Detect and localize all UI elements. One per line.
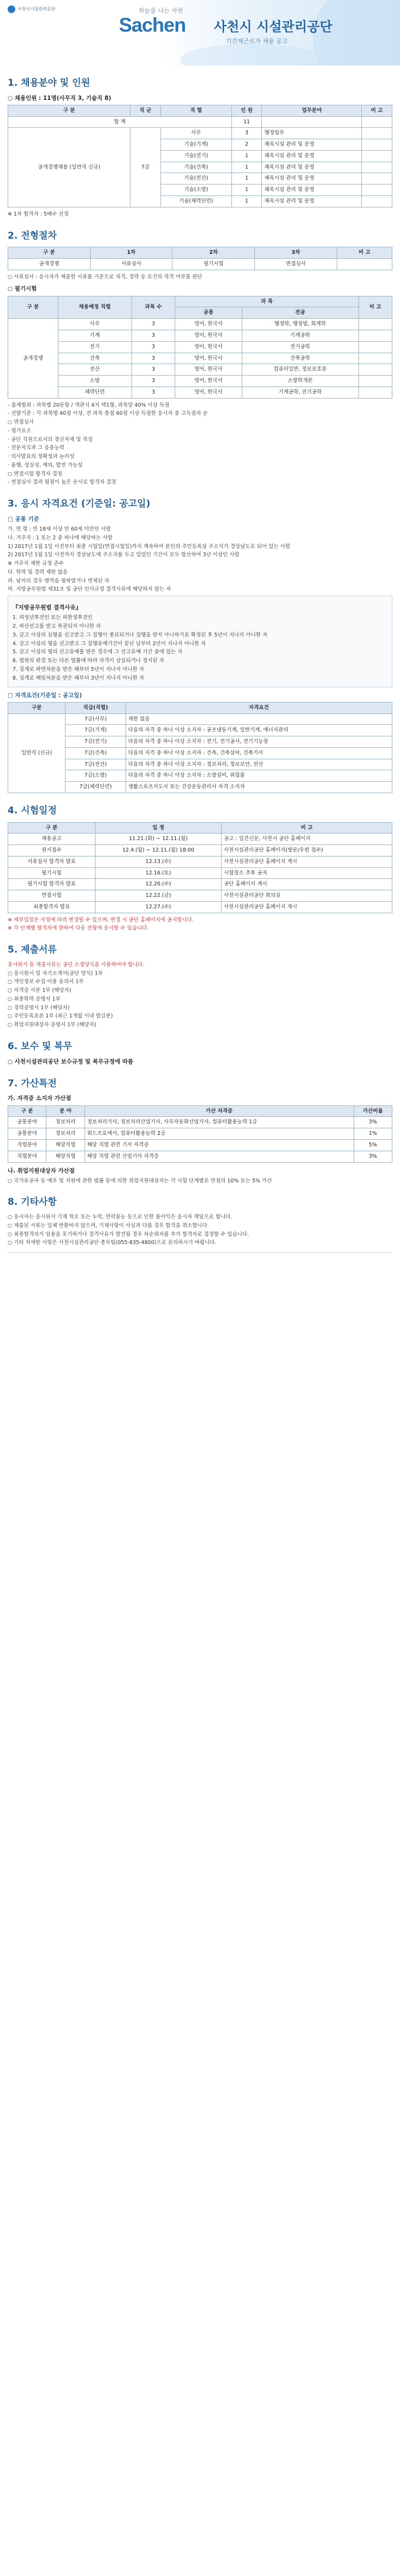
table-cell: 영어, 한국사 xyxy=(175,330,242,341)
table-cell xyxy=(337,258,392,270)
table-cell: 3 xyxy=(132,341,175,353)
table-cell: 정보처리기사, 정보처리산업기사, 사무자동화산업기사, 컴퓨터활용능력 1급 xyxy=(85,1117,354,1128)
note-cell xyxy=(362,173,392,185)
page-subtitle: 기간제근로자 채용 공고 xyxy=(226,38,288,45)
table-header-cell: 비 고 xyxy=(337,247,392,259)
table-cell: 해당 직렬 관련 산업기사 자격증 xyxy=(85,1151,354,1162)
table-header-cell: 직 군 xyxy=(130,105,161,116)
stage-cell: 최종합격자 발표 xyxy=(8,901,95,913)
misc-line: ○ 응시자는 응시원서 기재 착오 또는 누락, 연락불능 등으로 인한 불이익은 응시자 책임으로 합니다. xyxy=(8,1214,232,1221)
stage-cell: 필기시험 xyxy=(8,867,95,879)
schedule-note-1: ※ 세부일정은 사정에 따라 변경될 수 있으며, 변경 시 공단 홈페이지에 공지합니다. xyxy=(8,917,194,923)
exam-note-line: - 면접심사 결과 평점이 높은 순서로 합격자 결정 xyxy=(8,479,116,486)
disqualification-line: 8. 징계로 해임처분을 받은 때부터 3년이 지나지 아니한 자 xyxy=(13,675,145,681)
requirement-cell: 다음의 자격 중 하나 이상 소지자 : 건축, 건축설비, 건축기사 xyxy=(126,747,392,759)
stage-cell: 필기시험 합격자 발표 xyxy=(8,879,95,890)
table-row xyxy=(8,1151,392,1162)
table-cell: 기계 xyxy=(58,330,132,341)
table-cell: 해당직렬 xyxy=(46,1151,85,1162)
main-content xyxy=(0,76,400,1253)
table-cell: 공통분야 xyxy=(8,1128,46,1140)
table-row xyxy=(8,330,392,341)
section-title-bonus: 7. 가산특전 xyxy=(8,1078,57,1089)
table-cell: 면접심사 xyxy=(255,258,337,270)
table-header-cell: 업무분야 xyxy=(262,105,362,116)
table-row xyxy=(8,901,392,913)
table-cell xyxy=(359,376,392,387)
documents-intro: 응시원서 등 제출서류는 공단 소정양식을 사용하여야 합니다. xyxy=(8,961,145,968)
table-cell xyxy=(262,116,362,128)
table-cell: 컴퓨터일반, 정보보호론 xyxy=(242,364,359,376)
exam-notes xyxy=(8,402,392,487)
table-row xyxy=(8,834,392,845)
exam-note-line: ○ 면접시험 합격자 결정 xyxy=(8,471,62,477)
table-cell: 기계공학, 전기공학 xyxy=(242,386,359,398)
total-count: 11 xyxy=(231,116,262,128)
table-header-cell: 분 야 xyxy=(46,1105,85,1117)
decorative-wave xyxy=(180,44,322,66)
table-row xyxy=(8,879,392,890)
series-cell: 기술(전기) xyxy=(160,150,231,162)
table-header-cell: 직 렬 xyxy=(160,105,231,116)
document-item: ○ 자격증 사본 1부 (해당자) xyxy=(8,987,71,994)
table-cell xyxy=(359,386,392,398)
duty-cell: 체육시설 관리 및 운영 xyxy=(262,150,362,162)
table-cell: 건축공학 xyxy=(242,353,359,364)
table-cell: 워드프로세서, 컴퓨터활용능력 2급 xyxy=(85,1128,354,1140)
count-cell: 1 xyxy=(231,185,262,196)
table-cell xyxy=(359,341,392,353)
table-cell: 직렬분야 xyxy=(8,1151,46,1162)
disqualification-line: 3. 금고 이상의 실형을 선고받고 그 집행이 종료되거나 집행을 받지 아니하기로 확정된 후 5년이 지나지 아니한 자 xyxy=(13,632,268,638)
group-cell: 공개경쟁채용 (일반직 신규) xyxy=(8,128,130,207)
section-title-misc: 8. 기타사항 xyxy=(8,1197,57,1208)
page-title: 사천시 시설관리공단 xyxy=(214,19,333,34)
stage-cell: 면접시험 xyxy=(8,890,95,902)
table-cell: 영어, 한국사 xyxy=(175,386,242,398)
group-cell: 공개경쟁 xyxy=(8,319,58,398)
series-cell: 기술(건축) xyxy=(160,162,231,173)
count-cell: 1 xyxy=(231,162,262,173)
date-cell: 11.21.(화) ~ 12.11.(월) xyxy=(95,834,222,845)
requirement-cell: 다음의 자격 중 하나 이상 소지자 : 소방설비, 위험물 xyxy=(126,770,392,782)
criteria-line: 라. 남자의 경우 병역을 필하였거나 면제된 자 xyxy=(8,578,110,584)
table-row xyxy=(8,341,392,353)
page-bottom-spacer xyxy=(0,1258,400,2576)
table-cell xyxy=(359,364,392,376)
criteria-line: 2) 2017년 1월 1일 이전까지 경상남도에 주소지를 두고 있었던 기간이 모두 합산하여 3년 이상인 사람 xyxy=(8,552,240,558)
grade-cell: 7급(체력단련) xyxy=(65,782,126,793)
bonus-sub-2: 나. 취업지원대상자 가산점 xyxy=(8,1167,75,1174)
table-header-cell: 비 고 xyxy=(222,822,392,834)
table-row xyxy=(8,759,392,770)
table-row xyxy=(8,713,392,725)
table-cell xyxy=(359,330,392,341)
section-title-eligibility: 3. 응시 자격요건 (기준일: 공고일) xyxy=(8,498,151,510)
disqualification-line: 6. 법원의 판결 또는 다른 법률에 따라 자격이 상실되거나 정지된 자 xyxy=(13,658,164,664)
table-cell: 영어, 한국사 xyxy=(175,319,242,330)
duty-cell: 체육시설 관리 및 운영 xyxy=(262,195,362,207)
process-note-exam: ○ 필기시험 xyxy=(8,285,37,293)
section-title-process: 2. 전형절차 xyxy=(8,230,57,241)
table-cell: 3 xyxy=(132,386,175,398)
table-cell: 정보처리 xyxy=(46,1128,85,1140)
table-cell: 3 xyxy=(132,364,175,376)
table-header-cell: 과목 수 xyxy=(132,296,175,319)
table-cell xyxy=(362,116,392,128)
criteria-line: ※ 거주지 제한 규정 준수 xyxy=(8,561,64,567)
date-cell: 12.20.(수) xyxy=(95,879,222,890)
table-header-cell: 구 분 xyxy=(8,296,58,319)
org-logo xyxy=(8,5,56,13)
document-item: ○ 개인정보 수집·이용 동의서 1부 xyxy=(8,979,84,985)
table-header-cell: 구분 xyxy=(8,702,65,713)
common-criteria-title: □ 공통 기준 xyxy=(8,515,39,522)
footer-divider xyxy=(8,1252,392,1253)
section-title-documents: 5. 제출서류 xyxy=(8,944,57,956)
table-row xyxy=(8,1117,392,1128)
criteria-line: 가. 연 령 : 만 18세 이상 만 60세 미만인 사람 xyxy=(8,526,111,533)
table-cell: 3% xyxy=(354,1151,392,1162)
remark-cell: 시험장소 추후 공지 xyxy=(222,867,392,879)
count-cell: 1 xyxy=(231,150,262,162)
bonus-table xyxy=(8,1105,392,1163)
table-row xyxy=(8,890,392,902)
table-cell: 정보처리 xyxy=(46,1117,85,1128)
table-header-cell: 구 분 xyxy=(8,1105,46,1117)
table-cell: 3 xyxy=(132,376,175,387)
table-header-cell: 구 분 xyxy=(8,105,130,116)
recruitment-table xyxy=(8,105,392,207)
table-row xyxy=(8,319,392,330)
count-cell: 3 xyxy=(231,128,262,139)
recruit-footnote: ※ 1차 합격자 : 5배수 선정 xyxy=(8,211,69,217)
table-header-cell: 가산비율 xyxy=(354,1105,392,1117)
document-item: ○ 취업지원대상자 증명서 1부 (해당자) xyxy=(8,1022,97,1028)
brand-logo: Sachen xyxy=(119,14,186,36)
table-header-cell: 채용예정 직렬 xyxy=(58,296,132,319)
table-cell: 행정학, 행정법, 회계학 xyxy=(242,319,359,330)
duty-cell: 체육시설 관리 및 운영 xyxy=(262,185,362,196)
disqualification-line: 5. 금고 이상의 형의 선고유예를 받은 경우에 그 선고유예 기간 중에 있는 자 xyxy=(13,649,183,656)
remark-cell: 사천시설관리공단 회의실 xyxy=(222,890,392,902)
table-row xyxy=(8,386,392,398)
table-cell: 서류심사 xyxy=(90,258,172,270)
disqualification-box xyxy=(8,596,392,687)
table-cell: 영어, 한국사 xyxy=(175,341,242,353)
table-header-cell: 3차 xyxy=(255,247,337,259)
exam-note-line: - 평가요소 xyxy=(8,427,32,434)
table-row xyxy=(8,353,392,364)
remark-cell: 공고 : 일간신문, 사천시 공단 홈페이지 xyxy=(222,834,392,845)
table-cell: 3 xyxy=(132,319,175,330)
table-row xyxy=(8,128,392,139)
exam-note-line: ○ 면접심사 xyxy=(8,419,34,426)
exam-note-line: · 품행, 성실성, 예의, 발전 가능성 xyxy=(8,462,83,468)
count-cell: 1 xyxy=(231,195,262,207)
misc-line: ○ 기타 자세한 사항은 사천시설관리공단 총무팀(055-835-4800)으로 문의하시기 바랍니다. xyxy=(8,1240,217,1246)
table-cell: 소방 xyxy=(58,376,132,387)
note-cell xyxy=(362,162,392,173)
grade-cell: 7급(기계) xyxy=(65,725,126,736)
table-cell: 필기시험 xyxy=(172,258,255,270)
table-cell: 1% xyxy=(354,1128,392,1140)
table-row xyxy=(8,364,392,376)
document-item: ○ 응시원서 및 자기소개서(공단 양식) 1부 xyxy=(8,970,103,977)
table-cell xyxy=(359,319,392,330)
table-cell: 영어, 한국사 xyxy=(175,364,242,376)
exam-note-line: · 공단 직원으로서의 정신자세 및 적성 xyxy=(8,436,93,443)
table-header-cell: 구 분 xyxy=(8,247,91,259)
table-header-cell: 비 고 xyxy=(362,105,392,116)
brand-slogan: 하늘을 나는 사천 xyxy=(139,7,183,14)
table-cell: 3 xyxy=(132,330,175,341)
remark-cell: 사천시설관리공단 홈페이지(방문/우편 접수) xyxy=(222,845,392,856)
series-cell: 사무 xyxy=(160,128,231,139)
date-cell: 12.27.(수) xyxy=(95,901,222,913)
specific-criteria-title: □ 자격요건(기준일 : 공고일) xyxy=(8,692,82,699)
table-cell: 사무 xyxy=(58,319,132,330)
bonus-sub-1: 가. 자격증 소지자 가산점 xyxy=(8,1095,71,1102)
group-cell: 일반직 (신규) xyxy=(8,713,65,793)
duty-cell: 행정업무 xyxy=(262,128,362,139)
misc-line: ○ 최종합격자가 임용을 포기하거나 결격사유가 발견될 경우 차순위자를 추가 합격자로 결정할 수 있습니다. xyxy=(8,1231,249,1238)
criteria-line: 마. 지방공무원법 제31조 및 공단 인사규정 결격사유에 해당하지 않는 자 xyxy=(8,586,171,593)
misc-list xyxy=(8,1213,392,1247)
grade-cell: 7급(전기) xyxy=(65,736,126,748)
table-cell: 소방학개론 xyxy=(242,376,359,387)
criteria-line: 1) 2017년 1월 1일 이전부터 최종 시험일(면접시험일)까지 계속하여 본인의 주민등록상 주소지가 경상남도로 되어 있는 사람 xyxy=(8,543,290,550)
requirement-cell: 생활스포츠지도사 또는 건강운동관리사 자격 소지자 xyxy=(126,782,392,793)
document-item: ○ 경력증명서 1부 (해당자) xyxy=(8,1004,70,1011)
table-row xyxy=(8,867,392,879)
count-cell: 2 xyxy=(231,139,262,151)
requirement-cell: 제한 없음 xyxy=(126,713,392,725)
org-name: 사천시시설관리공단 xyxy=(17,7,56,12)
table-cell: 공개경쟁 xyxy=(8,258,91,270)
table-cell: 건축 xyxy=(58,353,132,364)
series-cell: 기술(체력단련) xyxy=(160,195,231,207)
exam-note-line: - 출제범위 : 과목별 20문항 / 객관식 4지 택1형, 과목당 40% 이상 득점 xyxy=(8,402,170,408)
remark-cell: 사천시설관리공단 홈페이지 게시 xyxy=(222,856,392,867)
series-cell: 기술(소방) xyxy=(160,185,231,196)
table-row xyxy=(8,1139,392,1151)
disqualification-title: 『지방공무원법 결격사유』 xyxy=(13,604,82,611)
series-cell: 기술(전산) xyxy=(160,173,231,185)
grade-cell: 7급(전산) xyxy=(65,759,126,770)
date-cell: 12.22.(금) xyxy=(95,890,222,902)
grade-cell: 7급(소방) xyxy=(65,770,126,782)
stage-cell: 채용공고 xyxy=(8,834,95,845)
table-cell: 5% xyxy=(354,1139,392,1151)
disqualification-line: 4. 금고 이상의 형을 선고받고 그 집행유예기간이 끝난 날부터 2년이 지나지 아니한 자 xyxy=(13,640,206,647)
pay-text: ○ 사천시설관리공단 보수규정 및 복무규정에 따름 xyxy=(8,1058,134,1065)
note-cell xyxy=(362,195,392,207)
table-cell: 영어, 한국사 xyxy=(175,376,242,387)
table-row xyxy=(8,856,392,867)
table-row xyxy=(8,376,392,387)
documents-list xyxy=(8,970,392,1029)
table-cell: 전산 xyxy=(58,364,132,376)
disqualification-line: 2. 파산선고를 받고 복권되지 아니한 자 xyxy=(13,623,101,630)
table-row xyxy=(8,747,392,759)
table-row xyxy=(8,770,392,782)
requirement-cell: 다음의 자격 중 하나 이상 소지자 : 공조냉동기계, 일반기계, 에너지관리 xyxy=(126,725,392,736)
grade-cell: 7급(사무) xyxy=(65,713,126,725)
note-cell xyxy=(362,128,392,139)
bonus-text-2: ○ 국가유공자 등 예우 및 지원에 관한 법률 등에 의한 취업지원대상자는 각 시험 단계별로 만점의 10% 또는 5% 가산 xyxy=(8,1177,272,1184)
note-cell xyxy=(362,139,392,151)
table-header-cell: 자격요건 xyxy=(126,702,392,713)
table-header-cell: 일 정 xyxy=(95,822,222,834)
document-item: ○ 주민등록초본 1부 (최근 1개월 이내 발급분) xyxy=(8,1013,113,1020)
section-title-pay: 6. 보수 및 복무 xyxy=(8,1040,73,1052)
grade-cell: 7급 xyxy=(130,128,161,207)
disqualification-line: 1. 피성년후견인 또는 피한정후견인 xyxy=(13,615,93,621)
table-cell: 영어, 한국사 xyxy=(175,353,242,364)
table-header-cell: 과 목 xyxy=(175,296,359,307)
total-label: 합 계 xyxy=(8,116,232,128)
table-cell: 해당직렬 xyxy=(46,1139,85,1151)
note-cell xyxy=(362,185,392,196)
table-row xyxy=(8,736,392,748)
table-header-cell: 가산 자격증 xyxy=(85,1105,354,1117)
document-item: ○ 최종학력 증명서 1부 xyxy=(8,996,61,1002)
page-header xyxy=(0,0,400,66)
section-title-recruitment: 1. 채용분야 및 인원 xyxy=(8,78,90,88)
misc-line: ○ 제출된 서류는 일체 반환하지 않으며, 기재사항이 사실과 다를 경우 합격을 취소합니다. xyxy=(8,1222,209,1229)
schedule-table xyxy=(8,822,392,913)
table-header-cell: 전공 xyxy=(242,307,359,319)
table-cell: 전기공학 xyxy=(242,341,359,353)
duty-cell: 체육시설 관리 및 운영 xyxy=(262,173,362,185)
table-cell: 전기 xyxy=(58,341,132,353)
process-table xyxy=(8,247,392,270)
criteria-line: 다. 학력 및 경력 제한 없음 xyxy=(8,569,68,575)
series-cell: 기술(기계) xyxy=(160,139,231,151)
table-row xyxy=(8,725,392,736)
date-cell: 12.16.(토) xyxy=(95,867,222,879)
table-header-cell: 1차 xyxy=(90,247,172,259)
count-cell: 1 xyxy=(231,173,262,185)
schedule-note-2: ※ 각 단계별 합격자에 한하여 다음 전형에 응시할 수 있습니다. xyxy=(8,925,149,932)
date-cell: 12.13.(수) xyxy=(95,856,222,867)
table-header-cell: 2차 xyxy=(172,247,255,259)
table-header-cell: 구 분 xyxy=(8,822,95,834)
grade-cell: 7급(건축) xyxy=(65,747,126,759)
table-cell: 3% xyxy=(354,1117,392,1128)
table-cell: 공통분야 xyxy=(8,1117,46,1128)
table-row xyxy=(8,1128,392,1140)
table-cell: 체력단련 xyxy=(58,386,132,398)
table-cell: 기계공학 xyxy=(242,330,359,341)
recruit-count: ○ 채용인원 : 11명(사무직 3, 기술직 8) xyxy=(8,94,111,102)
section-title-schedule: 4. 시험일정 xyxy=(8,805,57,816)
table-header-cell: 비 고 xyxy=(359,296,392,319)
exam-note-line: · 의사발표의 정확성과 논리성 xyxy=(8,454,75,460)
exam-note-line: - 선발기준 : 각 과목별 40점 이상, 전 과목 총점 60점 이상 득점한 응시자 중 고득점자 순 xyxy=(8,411,208,417)
stage-cell: 원서접수 xyxy=(8,845,95,856)
duty-cell: 체육시설 관리 및 운영 xyxy=(262,139,362,151)
remark-cell: 사천시설관리공단 홈페이지 게시 xyxy=(222,901,392,913)
table-cell: 해당 직렬 관련 기사 자격증 xyxy=(85,1139,354,1151)
process-note-docs: ○ 서류심사 : 응시자가 제출한 서류를 기준으로 자격, 경력 등 요건의 적격 여부를 판단 xyxy=(8,273,202,280)
table-cell: 직렬분야 xyxy=(8,1139,46,1151)
exam-table xyxy=(8,296,392,398)
table-row xyxy=(8,782,392,793)
exam-note-line: · 전문지식과 그 응용능력 xyxy=(8,445,64,451)
table-header-cell: 직급(직렬) xyxy=(65,702,126,713)
stage-cell: 서류심사 합격자 발표 xyxy=(8,856,95,867)
table-header-cell: 인 원 xyxy=(231,105,262,116)
requirement-cell: 다음의 자격 중 하나 이상 소지자 : 정보처리, 정보보안, 전산 xyxy=(126,759,392,770)
requirement-cell: 다음의 자격 중 하나 이상 소지자 : 전기, 전기공사, 전기기능장 xyxy=(126,736,392,748)
duty-cell: 체육시설 관리 및 운영 xyxy=(262,162,362,173)
table-row xyxy=(8,845,392,856)
table-header-cell: 공통 xyxy=(175,307,242,319)
remark-cell: 공단 홈페이지 게시 xyxy=(222,879,392,890)
table-cell: 3 xyxy=(132,353,175,364)
date-cell: 12.4.(월) ~ 12.11.(월) 18:00 xyxy=(95,845,222,856)
eligibility-table xyxy=(8,702,392,793)
logo-mark-icon xyxy=(8,5,15,13)
common-criteria-list xyxy=(8,526,392,593)
criteria-line: 나. 거주지 : 1 또는 2 중 하나에 해당하는 사람 xyxy=(8,534,113,541)
note-cell xyxy=(362,150,392,162)
table-cell xyxy=(359,353,392,364)
disqualification-line: 7. 징계로 파면처분을 받은 때부터 5년이 지나지 아니한 자 xyxy=(13,667,145,673)
